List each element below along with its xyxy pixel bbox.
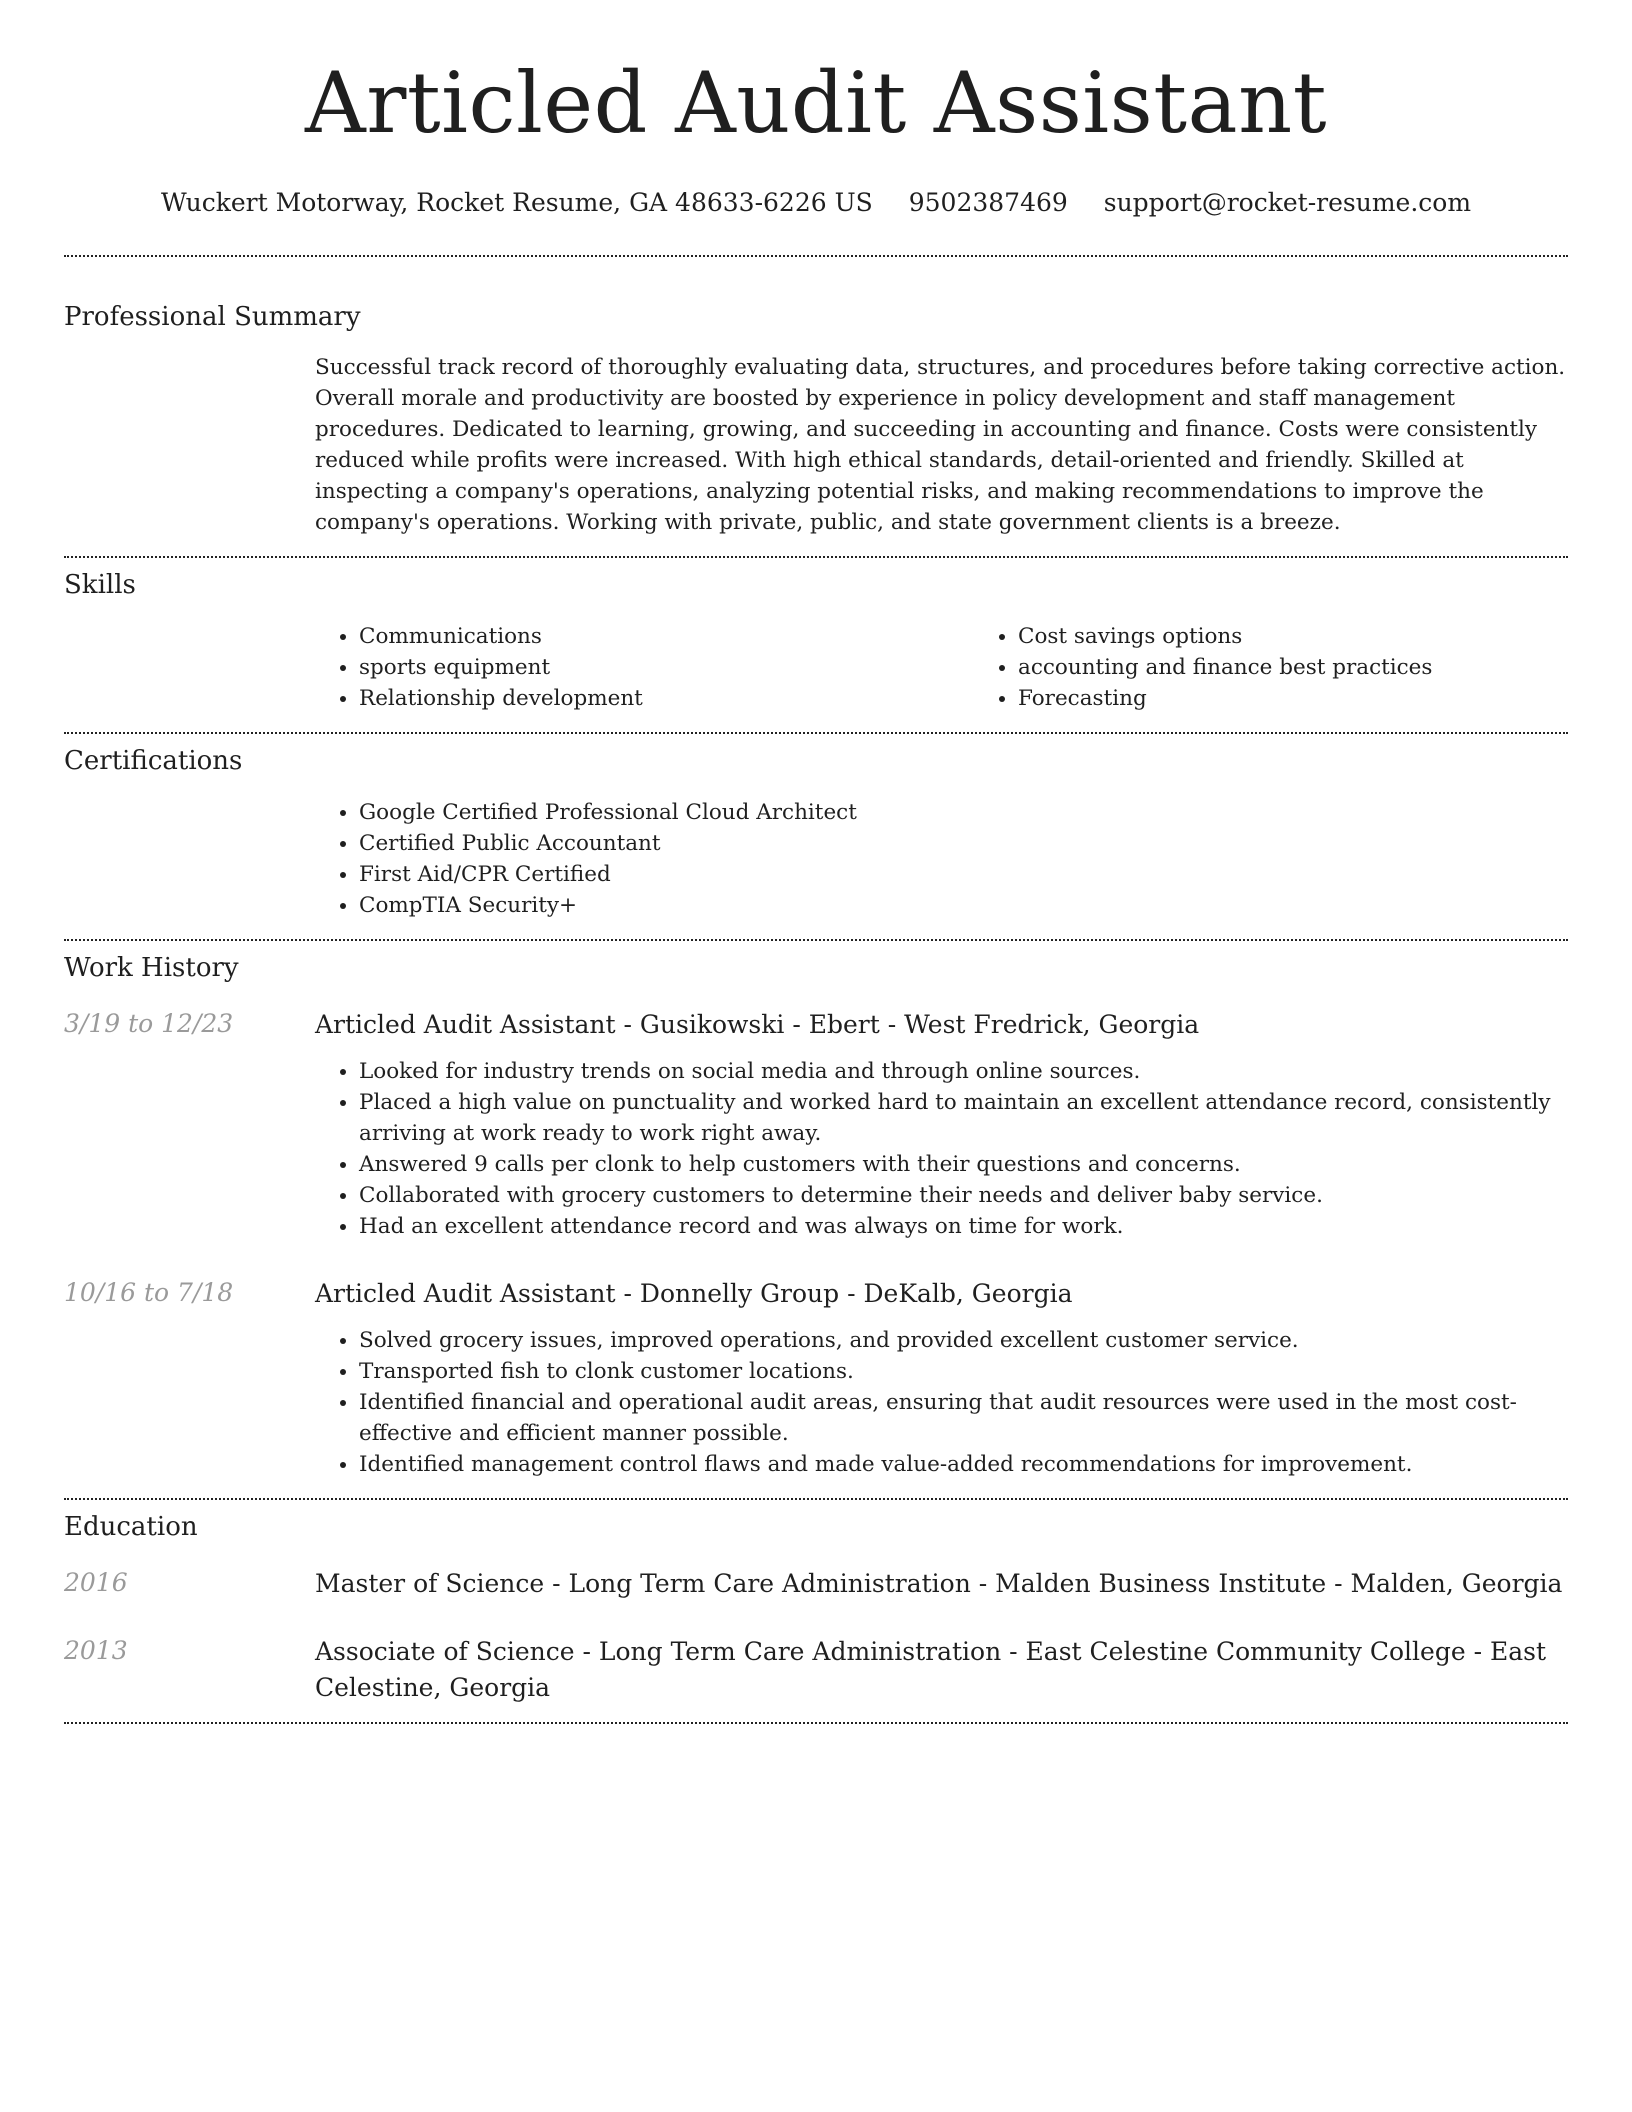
- job-dates: 10/16 to 7/18: [64, 1278, 234, 1307]
- skill-item: • Forecasting: [1018, 683, 1632, 714]
- job-entry: [64, 1007, 1568, 1242]
- certification-item: • Google Certified Professional Cloud Architect: [359, 797, 1568, 828]
- summary-content: [315, 352, 1568, 538]
- section-title-skills: Skills: [64, 570, 136, 600]
- job-bullet: • Looked for industry trends on social media and through online sources.: [359, 1056, 1568, 1087]
- education-section: [64, 1500, 1568, 1706]
- certifications-list: [315, 797, 1568, 921]
- job-bullet: • Transported fish to clonk customer locations.: [359, 1356, 1568, 1387]
- education-entry: [64, 1634, 1568, 1706]
- summary-section: [64, 257, 1568, 538]
- work-history-section: [64, 941, 1568, 1480]
- section-title-summary: Professional Summary: [64, 302, 361, 332]
- skills-list-right: [974, 621, 1632, 714]
- job-details: - Donnelly Group - DeKalb, Georgia: [615, 1279, 1073, 1308]
- certification-item: • First Aid/CPR Certified: [359, 859, 1568, 890]
- certification-item: • CompTIA Security+: [359, 890, 1568, 921]
- job-bullet: • Identified financial and operational audit areas, ensuring that audit resources were used in the most cost-effective and efficient manner possible.: [359, 1387, 1568, 1449]
- skill-item: • sports equipment: [359, 652, 974, 683]
- education-degree: Master of Science - Long Term Care Administration: [315, 1569, 971, 1598]
- job-bullet: • Identified management control flaws and made value-added recommendations for improvement.: [359, 1449, 1568, 1480]
- job-bullet-list: [315, 1325, 1568, 1480]
- job-details: - Gusikowski - Ebert - West Fredrick, Georgia: [615, 1010, 1200, 1039]
- job-bullets: [315, 1056, 1568, 1242]
- job-role: Articled Audit Assistant: [315, 1010, 616, 1039]
- summary-text: Successful track record of thoroughly evaluating data, structures, and procedures before taking corrective action. Overall morale and productivity are boosted by experience in policy development and staff management procedures. Dedicated to learning, growing, and succeeding in accounting and finance. Costs were consistently reduced while profits were increased. With high ethical standards, detail-oriented and friendly. Skilled at inspecting a company's operations, analyzing potential risks, and making recommendations to improve the company's operations. Working with private, public, and state government clients is a breeze.: [315, 355, 1566, 535]
- education-heading: [315, 1634, 1568, 1706]
- job-bullet: • Answered 9 calls per clonk to help customers with their questions and concerns.: [359, 1149, 1568, 1180]
- job-bullet: • Collaborated with grocery customers to determine their needs and deliver baby service.: [359, 1180, 1568, 1211]
- skill-item: • accounting and finance best practices: [1018, 652, 1632, 683]
- contact-email: support@rocket-resume.com: [1103, 188, 1472, 217]
- job-dates: 3/19 to 12/23: [64, 1009, 234, 1038]
- education-details: - East Celestine Community College - East Celestine, Georgia: [315, 1637, 1547, 1702]
- divider: [64, 1722, 1568, 1724]
- resume-page: [64, 0, 1568, 1724]
- job-heading: [315, 1007, 1568, 1043]
- section-title-work-history: Work History: [64, 953, 239, 983]
- education-details: - Malden Business Institute - Malden, Georgia: [970, 1569, 1563, 1598]
- job-entry: [64, 1276, 1568, 1480]
- skill-item: • Cost savings options: [1018, 621, 1632, 652]
- contact-address: Wuckert Motorway, Rocket Resume, GA 48633-6226 US: [160, 188, 873, 217]
- skill-item: • Communications: [359, 621, 974, 652]
- contact-line: [64, 186, 1568, 220]
- job-role: Articled Audit Assistant: [315, 1279, 616, 1308]
- education-year: 2016: [64, 1568, 128, 1597]
- section-title-certifications: Certifications: [64, 746, 243, 776]
- skills-grid: [315, 621, 1568, 714]
- job-bullet: • Solved grocery issues, improved operations, and provided excellent customer service.: [359, 1325, 1568, 1356]
- section-title-education: Education: [64, 1512, 198, 1542]
- job-bullet: • Had an excellent attendance record and was always on time for work.: [359, 1211, 1568, 1242]
- job-bullet-list: [315, 1056, 1568, 1242]
- skills-section: [64, 558, 1568, 714]
- candidate-name: Articled Audit Assistant: [305, 54, 1327, 152]
- resume-header: [64, 0, 1568, 220]
- skills-list-left: [315, 621, 974, 714]
- education-heading: [315, 1566, 1568, 1602]
- education-year: 2013: [64, 1636, 128, 1665]
- job-heading: [315, 1276, 1568, 1312]
- contact-phone: 9502387469: [908, 188, 1068, 217]
- certifications-content: [315, 797, 1568, 921]
- education-entry: [64, 1566, 1568, 1602]
- certifications-section: [64, 734, 1568, 921]
- job-bullet: • Placed a high value on punctuality and worked hard to maintain an excellent attendance record, consistently arriving at work ready to work right away.: [359, 1087, 1568, 1149]
- skill-item: • Relationship development: [359, 683, 974, 714]
- education-degree: Associate of Science - Long Term Care Administration: [315, 1637, 1002, 1666]
- job-bullets: [315, 1325, 1568, 1480]
- certification-item: • Certified Public Accountant: [359, 828, 1568, 859]
